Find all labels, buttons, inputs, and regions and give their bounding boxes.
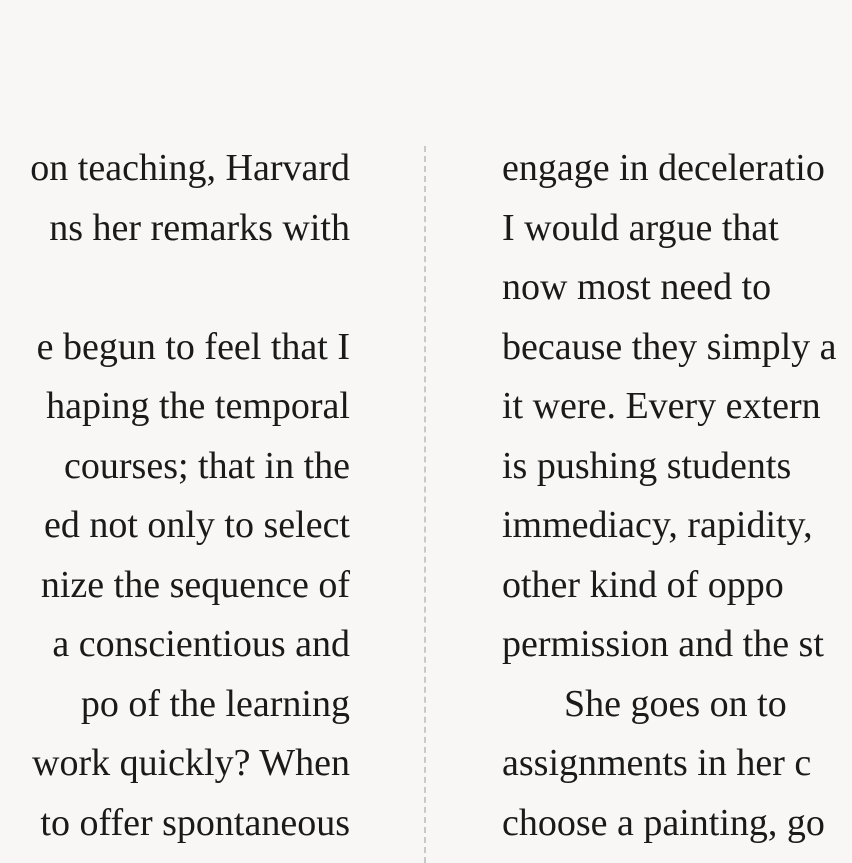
text-line: permission and the st [502, 623, 824, 665]
text-line: work quickly? When [32, 742, 350, 784]
text-line: ns her remarks with [49, 206, 350, 249]
text-line: it were. Every extern [502, 385, 821, 427]
text-line: nize the sequence of [40, 563, 350, 606]
paragraph-start-line: She goes on to [564, 682, 787, 725]
text-line: I would argue that [502, 206, 779, 249]
text-line: po of the learning [80, 682, 350, 725]
right-text-column [502, 139, 852, 853]
text-line: assignments in her c [502, 742, 812, 784]
text-line: immediacy, rapidity, [502, 504, 813, 546]
text-line: now most need to [502, 266, 772, 308]
text-line: choose a painting, go [502, 801, 825, 844]
text-line: haping the temporal [46, 385, 350, 427]
paragraph-gap [0, 258, 350, 318]
text-line: ed not only to select [43, 504, 350, 546]
text-line: other kind of oppo [502, 563, 784, 606]
text-line: e begun to feel that I [36, 325, 350, 368]
text-line: is pushing students [502, 444, 792, 487]
left-text-column [0, 139, 350, 853]
text-line: because they simply a [502, 325, 837, 368]
text-line: a conscientious and [52, 623, 350, 665]
text-line: courses; that in the [64, 444, 350, 487]
text-line: to offer spontaneous [40, 801, 350, 844]
column-divider [424, 146, 426, 863]
text-line: on teaching, Harvard [30, 147, 350, 189]
text-line: engage in deceleratio [502, 147, 825, 189]
